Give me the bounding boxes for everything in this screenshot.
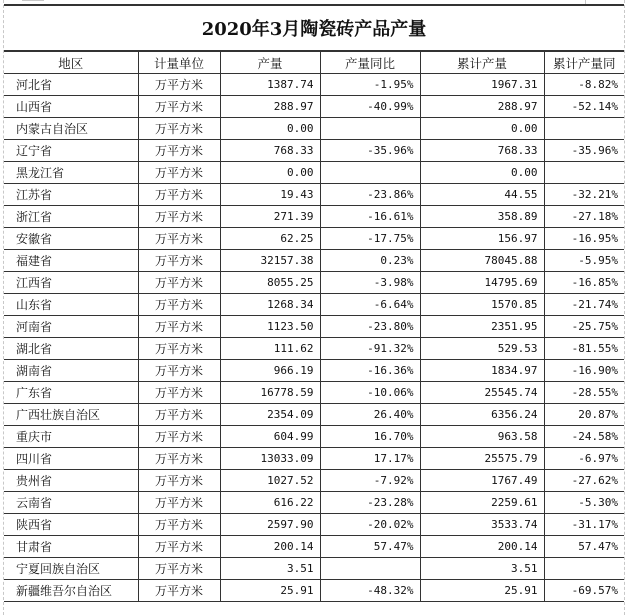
cell-unit: 万平方米 <box>138 470 220 492</box>
cell-cumulative: 44.55 <box>420 184 544 206</box>
column-header-region: 地区 <box>4 52 138 74</box>
cell-yoy: -48.32% <box>320 580 420 602</box>
cell-cumulative: 0.00 <box>420 118 544 140</box>
cell-cumulative: 0.00 <box>420 162 544 184</box>
cell-cumulative: 288.97 <box>420 96 544 118</box>
cell-output: 1123.50 <box>220 316 320 338</box>
cell-yoy: -17.75% <box>320 228 420 250</box>
cell-region: 广东省 <box>4 382 138 404</box>
cell-output: 288.97 <box>220 96 320 118</box>
table-row <box>4 316 624 338</box>
production-table <box>4 52 624 602</box>
table-row <box>4 514 624 536</box>
cell-yoy: -7.92% <box>320 470 420 492</box>
cell-output: 2597.90 <box>220 514 320 536</box>
cell-region: 贵州省 <box>4 470 138 492</box>
page-corner-mark <box>22 0 44 1</box>
cell-cumulative: 200.14 <box>420 536 544 558</box>
cell-region: 辽宁省 <box>4 140 138 162</box>
cell-yoy <box>320 558 420 580</box>
cell-cumulative: 2351.95 <box>420 316 544 338</box>
cell-region: 甘肃省 <box>4 536 138 558</box>
cell-output: 3.51 <box>220 558 320 580</box>
table-row <box>4 448 624 470</box>
table-row <box>4 558 624 580</box>
cell-region: 湖北省 <box>4 338 138 360</box>
cell-output: 32157.38 <box>220 250 320 272</box>
cell-unit: 万平方米 <box>138 558 220 580</box>
table-row <box>4 580 624 602</box>
table-row <box>4 470 624 492</box>
cell-output: 0.00 <box>220 118 320 140</box>
cell-cumulative: 25545.74 <box>420 382 544 404</box>
cell-cumulative-yoy: -32.21% <box>544 184 624 206</box>
cell-region: 新疆维吾尔自治区 <box>4 580 138 602</box>
cell-cumulative-yoy: -31.17% <box>544 514 624 536</box>
cell-region: 四川省 <box>4 448 138 470</box>
cell-output: 2354.09 <box>220 404 320 426</box>
cell-cumulative: 358.89 <box>420 206 544 228</box>
cell-region: 江苏省 <box>4 184 138 206</box>
table-row <box>4 140 624 162</box>
cell-output: 616.22 <box>220 492 320 514</box>
cell-output: 200.14 <box>220 536 320 558</box>
cell-yoy: -20.02% <box>320 514 420 536</box>
cell-yoy <box>320 118 420 140</box>
table-title: 2020年3月陶瓷砖产品产量 <box>4 4 624 52</box>
cell-unit: 万平方米 <box>138 96 220 118</box>
table-row <box>4 360 624 382</box>
table-row <box>4 426 624 448</box>
cell-region: 浙江省 <box>4 206 138 228</box>
cell-output: 13033.09 <box>220 448 320 470</box>
cell-yoy: -40.99% <box>320 96 420 118</box>
cell-yoy: -23.80% <box>320 316 420 338</box>
cell-cumulative: 963.58 <box>420 426 544 448</box>
cell-unit: 万平方米 <box>138 74 220 96</box>
cell-region: 黑龙江省 <box>4 162 138 184</box>
cell-cumulative-yoy: -52.14% <box>544 96 624 118</box>
table-row <box>4 536 624 558</box>
cell-region: 山东省 <box>4 294 138 316</box>
table-row <box>4 206 624 228</box>
cell-yoy: -23.86% <box>320 184 420 206</box>
cell-cumulative-yoy: -5.30% <box>544 492 624 514</box>
cell-cumulative: 3.51 <box>420 558 544 580</box>
cell-cumulative: 529.53 <box>420 338 544 360</box>
cell-cumulative-yoy: -21.74% <box>544 294 624 316</box>
cell-cumulative-yoy: -24.58% <box>544 426 624 448</box>
cell-output: 16778.59 <box>220 382 320 404</box>
cell-cumulative: 156.97 <box>420 228 544 250</box>
column-header-yoy: 产量同比 <box>320 52 420 74</box>
cell-unit: 万平方米 <box>138 382 220 404</box>
table-row <box>4 228 624 250</box>
cell-yoy: -35.96% <box>320 140 420 162</box>
cell-output: 0.00 <box>220 162 320 184</box>
cell-cumulative: 1834.97 <box>420 360 544 382</box>
cell-region: 云南省 <box>4 492 138 514</box>
cell-yoy: -3.98% <box>320 272 420 294</box>
cell-cumulative-yoy: -69.57% <box>544 580 624 602</box>
table-row <box>4 74 624 96</box>
cell-cumulative: 1767.49 <box>420 470 544 492</box>
cell-yoy <box>320 162 420 184</box>
cell-unit: 万平方米 <box>138 338 220 360</box>
column-header-cumulative: 累计产量 <box>420 52 544 74</box>
cell-yoy: 26.40% <box>320 404 420 426</box>
table-row <box>4 492 624 514</box>
cell-cumulative-yoy: -27.18% <box>544 206 624 228</box>
cell-cumulative: 25.91 <box>420 580 544 602</box>
cell-cumulative: 2259.61 <box>420 492 544 514</box>
cell-region: 湖南省 <box>4 360 138 382</box>
cell-output: 19.43 <box>220 184 320 206</box>
cell-yoy: -23.28% <box>320 492 420 514</box>
cell-cumulative: 1570.85 <box>420 294 544 316</box>
cell-region: 广西壮族自治区 <box>4 404 138 426</box>
cell-cumulative-yoy: -25.75% <box>544 316 624 338</box>
table-row <box>4 96 624 118</box>
table-row <box>4 118 624 140</box>
cell-unit: 万平方米 <box>138 228 220 250</box>
column-header-cumulative-yoy: 累计产量同 <box>544 52 624 74</box>
cell-cumulative-yoy: -5.95% <box>544 250 624 272</box>
cell-unit: 万平方米 <box>138 118 220 140</box>
cell-cumulative: 14795.69 <box>420 272 544 294</box>
cell-output: 271.39 <box>220 206 320 228</box>
cell-yoy: 57.47% <box>320 536 420 558</box>
cell-output: 1027.52 <box>220 470 320 492</box>
cell-output: 62.25 <box>220 228 320 250</box>
cell-unit: 万平方米 <box>138 140 220 162</box>
cell-cumulative: 78045.88 <box>420 250 544 272</box>
cell-cumulative: 25575.79 <box>420 448 544 470</box>
cell-cumulative-yoy: -27.62% <box>544 470 624 492</box>
table-row <box>4 250 624 272</box>
cell-unit: 万平方米 <box>138 162 220 184</box>
cell-unit: 万平方米 <box>138 360 220 382</box>
cell-cumulative-yoy: -6.97% <box>544 448 624 470</box>
cell-unit: 万平方米 <box>138 206 220 228</box>
cell-output: 1268.34 <box>220 294 320 316</box>
cell-cumulative-yoy <box>544 118 624 140</box>
table-row <box>4 382 624 404</box>
page-edge-right <box>624 0 625 615</box>
cell-unit: 万平方米 <box>138 404 220 426</box>
production-table-sheet <box>4 4 624 602</box>
cell-yoy: 0.23% <box>320 250 420 272</box>
cell-yoy: -6.64% <box>320 294 420 316</box>
column-header-output: 产量 <box>220 52 320 74</box>
cell-unit: 万平方米 <box>138 580 220 602</box>
cell-cumulative-yoy: -35.96% <box>544 140 624 162</box>
cell-output: 768.33 <box>220 140 320 162</box>
cell-output: 1387.74 <box>220 74 320 96</box>
table-row <box>4 162 624 184</box>
cell-region: 安徽省 <box>4 228 138 250</box>
cell-output: 604.99 <box>220 426 320 448</box>
cell-region: 内蒙古自治区 <box>4 118 138 140</box>
cell-yoy: 16.70% <box>320 426 420 448</box>
cell-yoy: -16.61% <box>320 206 420 228</box>
cell-unit: 万平方米 <box>138 514 220 536</box>
cell-unit: 万平方米 <box>138 426 220 448</box>
cell-unit: 万平方米 <box>138 184 220 206</box>
cell-cumulative-yoy: -16.90% <box>544 360 624 382</box>
cell-yoy: -10.06% <box>320 382 420 404</box>
cell-unit: 万平方米 <box>138 250 220 272</box>
cell-yoy: -91.32% <box>320 338 420 360</box>
cell-cumulative-yoy: -16.95% <box>544 228 624 250</box>
cell-unit: 万平方米 <box>138 272 220 294</box>
cell-region: 陕西省 <box>4 514 138 536</box>
cell-cumulative: 1967.31 <box>420 74 544 96</box>
table-row <box>4 184 624 206</box>
table-body <box>4 74 624 602</box>
cell-cumulative-yoy: -16.85% <box>544 272 624 294</box>
cell-region: 宁夏回族自治区 <box>4 558 138 580</box>
cell-region: 河南省 <box>4 316 138 338</box>
table-row <box>4 294 624 316</box>
cell-cumulative: 3533.74 <box>420 514 544 536</box>
cell-cumulative-yoy: -8.82% <box>544 74 624 96</box>
cell-yoy: -16.36% <box>320 360 420 382</box>
cell-cumulative-yoy: 57.47% <box>544 536 624 558</box>
cell-region: 福建省 <box>4 250 138 272</box>
cell-output: 8055.25 <box>220 272 320 294</box>
table-row <box>4 338 624 360</box>
header-row <box>4 52 624 74</box>
cell-cumulative-yoy <box>544 558 624 580</box>
cell-unit: 万平方米 <box>138 316 220 338</box>
cell-cumulative: 6356.24 <box>420 404 544 426</box>
column-header-unit: 计量单位 <box>138 52 220 74</box>
cell-unit: 万平方米 <box>138 294 220 316</box>
cell-region: 河北省 <box>4 74 138 96</box>
cell-cumulative-yoy: -81.55% <box>544 338 624 360</box>
cell-output: 111.62 <box>220 338 320 360</box>
cell-yoy: 17.17% <box>320 448 420 470</box>
cell-region: 重庆市 <box>4 426 138 448</box>
cell-unit: 万平方米 <box>138 448 220 470</box>
cell-unit: 万平方米 <box>138 492 220 514</box>
cell-cumulative-yoy: 20.87% <box>544 404 624 426</box>
cell-region: 山西省 <box>4 96 138 118</box>
cell-cumulative-yoy <box>544 162 624 184</box>
cell-output: 966.19 <box>220 360 320 382</box>
cell-yoy: -1.95% <box>320 74 420 96</box>
cell-output: 25.91 <box>220 580 320 602</box>
table-row <box>4 404 624 426</box>
cell-cumulative-yoy: -28.55% <box>544 382 624 404</box>
table-row <box>4 272 624 294</box>
cell-region: 江西省 <box>4 272 138 294</box>
cell-unit: 万平方米 <box>138 536 220 558</box>
cell-cumulative: 768.33 <box>420 140 544 162</box>
